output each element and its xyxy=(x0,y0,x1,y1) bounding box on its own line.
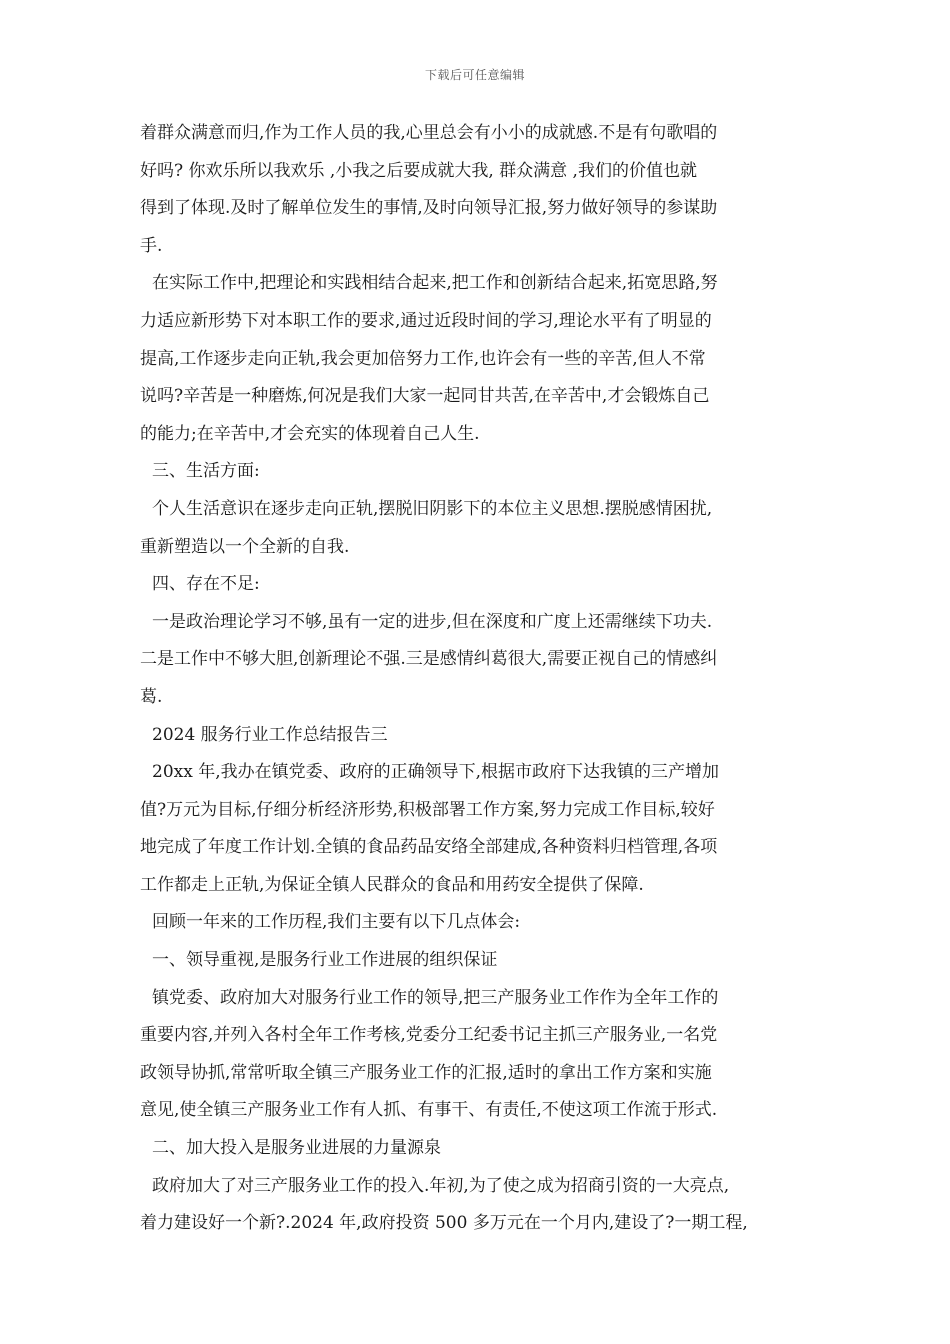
text-line: 葛. xyxy=(140,686,163,707)
text-line: 提高,工作逐步走向正轨,我会更加倍努力工作,也许会有一些的辛苦,但人不常 xyxy=(140,348,706,369)
text-line: 着群众满意而归,作为工作人员的我,心里总会有小小的成就感.不是有句歌唱的 xyxy=(140,123,718,143)
text-line: 意见,使全镇三产服务业工作有人抓、有事干、有责任,不使这项工作流于形式. xyxy=(140,1100,718,1121)
text-line: 重要内容,并列入各村全年工作考核,党委分工纪委书记主抓三产服务业,一名党 xyxy=(140,1025,718,1046)
text-line: 个人生活意识在逐步走向正轨,摆脱旧阴影下的本位主义思想.摆脱感情困扰, xyxy=(152,498,713,519)
text-line: 地完成了年度工作计划.全镇的食品药品安络全部建成,各种资料归档管理,各项 xyxy=(140,837,718,858)
text-line: 的能力;在辛苦中,才会充实的体现着自己人生. xyxy=(140,423,480,444)
text-line: 二、加大投入是服务业进展的力量源泉 xyxy=(152,1138,441,1159)
text-line: 镇党委、政府加大对服务行业工作的领导,把三产服务业工作作为全年工作的 xyxy=(152,987,719,1008)
text-line: 得到了体现.及时了解单位发生的事情,及时向领导汇报,努力做好领导的参谋助 xyxy=(140,198,718,219)
text-line: 政领导协抓,常常听取全镇三产服务业工作的汇报,适时的拿出工作方案和实施 xyxy=(140,1062,712,1083)
text-line: 在实际工作中,把理论和实践相结合起来,把工作和创新结合起来,拓宽思路,努 xyxy=(152,273,718,294)
text-line: 手. xyxy=(140,235,163,256)
text-line: 值?万元为目标,仔细分析经济形势,积极部署工作方案,努力完成工作目标,较好 xyxy=(140,799,715,820)
document-body xyxy=(140,115,812,1243)
text-line: 2024 服务行业工作总结报告三 xyxy=(152,724,388,745)
text-line: 二是工作中不够大胆,创新理论不强.三是感情纠葛很大,需要正视自己的情感纠 xyxy=(140,649,718,670)
text-line: 着力建设好一个新?.2024 年,政府投资 500 多万元在一个月内,建设了?一期工程, xyxy=(140,1213,748,1234)
text-line: 说吗?辛苦是一种磨炼,何况是我们大家一起同甘共苦,在辛苦中,才会锻炼自己 xyxy=(140,386,710,407)
text-line: 工作都走上正轨,为保证全镇人民群众的食品和用药安全提供了保障. xyxy=(140,874,644,895)
text-line: 政府加大了对三产服务业工作的投入.年初,为了使之成为招商引资的一大亮点, xyxy=(152,1175,730,1196)
text-line: 力适应新形势下对本职工作的要求,通过近段时间的学习,理论水平有了明显的 xyxy=(140,310,712,331)
text-line: 20xx 年,我办在镇党委、政府的正确领导下,根据市政府下达我镇的三产增加 xyxy=(152,762,720,783)
text-line: 回顾一年来的工作历程,我们主要有以下几点体会: xyxy=(152,912,521,933)
text-line: 好吗? 你欢乐所以我欢乐 ,小我之后要成就大我, 群众满意 ,我们的价值也就 xyxy=(140,160,697,181)
text-line: 四、存在不足: xyxy=(152,574,260,595)
page-header: 下载后可任意编辑 xyxy=(424,68,525,82)
text-line: 一是政治理论学习不够,虽有一定的进步,但在深度和广度上还需继续下功夫. xyxy=(152,611,713,632)
text-line: 三、生活方面: xyxy=(152,461,260,482)
text-line: 一、领导重视,是服务行业工作进展的组织保证 xyxy=(152,950,498,971)
text-line: 重新塑造以一个全新的自我. xyxy=(140,536,350,557)
